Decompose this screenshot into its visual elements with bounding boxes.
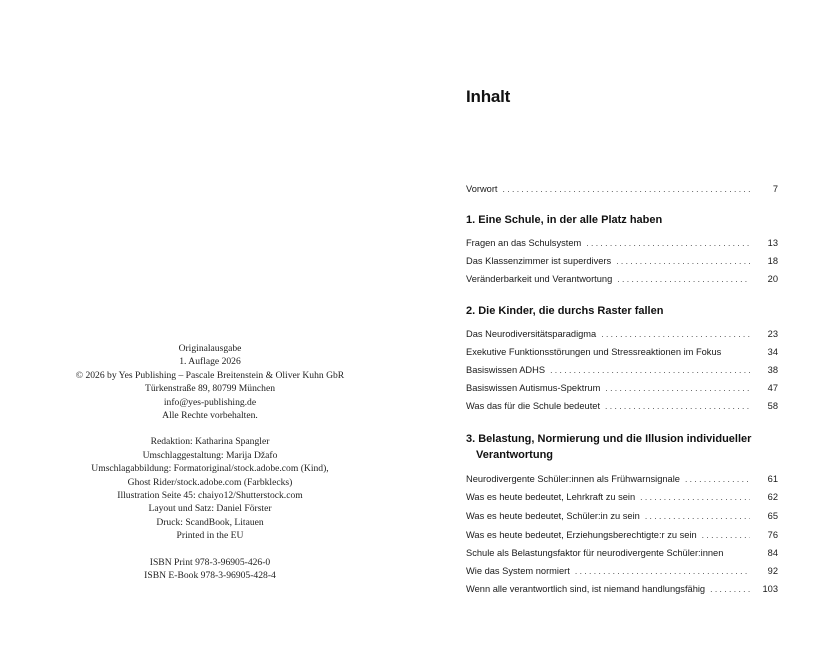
leader-dots bbox=[550, 364, 750, 377]
toc-section-heading[interactable] bbox=[466, 431, 778, 463]
credit-line: Layout und Satz: Daniel Förster bbox=[148, 503, 272, 515]
toc-page-number: 103 bbox=[762, 584, 778, 594]
toc-entry[interactable] bbox=[466, 547, 778, 560]
leader-dots bbox=[586, 237, 750, 250]
toc-section-heading[interactable] bbox=[466, 212, 778, 228]
spacer bbox=[40, 422, 380, 435]
toc-entry-label: Das Klassenzimmer ist superdivers bbox=[466, 256, 612, 266]
toc-page-number: 61 bbox=[767, 474, 778, 484]
section-title-text: 3. Belastung, Normierung und die Illusion individueller bbox=[466, 433, 752, 445]
toc-page-number: 34 bbox=[767, 347, 778, 357]
imprint-line: Türkenstraße 89, 80799 München bbox=[144, 383, 276, 395]
toc-page-number: 58 bbox=[767, 401, 778, 411]
leader-dots bbox=[601, 328, 750, 341]
imprint-line: info@yes-publishing.de bbox=[163, 396, 257, 408]
toc-page-number: 18 bbox=[767, 256, 778, 266]
toc-entry[interactable] bbox=[466, 255, 778, 268]
toc-entry-label: Veränderbarkeit und Verantwortung bbox=[466, 274, 613, 284]
credit-line: Redaktion: Katharina Spangler bbox=[150, 436, 270, 448]
toc-entry[interactable] bbox=[466, 565, 778, 578]
imprint-line: Alle Rechte vorbehalten. bbox=[162, 410, 258, 422]
leader-dots bbox=[616, 255, 750, 268]
credit-line: Ghost Rider/stock.adobe.com (Farbklecks) bbox=[127, 476, 293, 488]
toc-entry[interactable] bbox=[466, 237, 778, 250]
imprint-line: Originalausgabe bbox=[178, 343, 242, 354]
toc-entry-label: Basiswissen Autismus-Spektrum bbox=[466, 383, 601, 393]
toc-page-number: 62 bbox=[767, 492, 778, 502]
toc-entry-label: Was es heute bedeutet, Erziehungsberechtigte:r zu sein bbox=[466, 530, 697, 540]
toc-entry[interactable] bbox=[466, 328, 778, 341]
leader-dots bbox=[503, 183, 750, 196]
toc-entry[interactable] bbox=[466, 400, 778, 413]
toc-entry-label: Das Neurodiversitätsparadigma bbox=[466, 329, 597, 339]
toc-entry-preface[interactable] bbox=[466, 183, 778, 196]
leader-dots bbox=[640, 491, 750, 504]
imprint-line: © 2026 by Yes Publishing – Pascale Breitenstein & Oliver Kuhn GbR bbox=[75, 369, 345, 381]
toc-entry-label: Was es heute bedeutet, Lehrkraft zu sein bbox=[466, 492, 636, 502]
toc-page-number: 84 bbox=[767, 548, 778, 558]
toc-page-number: 38 bbox=[767, 365, 778, 375]
toc-entry-label: Schule als Belastungsfaktor für neurodivergente Schüler:innen bbox=[466, 548, 724, 558]
leader-dots bbox=[702, 529, 750, 542]
credit-line: Druck: ScandBook, Litauen bbox=[156, 516, 264, 528]
toc-entry[interactable] bbox=[466, 473, 778, 486]
toc-entry[interactable] bbox=[466, 364, 778, 377]
table-of-contents bbox=[466, 0, 778, 648]
toc-entry[interactable] bbox=[466, 346, 778, 359]
imprint-line: 1. Auflage 2026 bbox=[179, 356, 241, 368]
toc-entry[interactable] bbox=[466, 510, 778, 523]
toc-entry-label: Neurodivergente Schüler:innen als Frühwarnsignale bbox=[466, 474, 680, 484]
toc-entry[interactable] bbox=[466, 382, 778, 395]
toc-entry-label: Wie das System normiert bbox=[466, 566, 570, 576]
leader-dots bbox=[685, 473, 750, 486]
toc-page-number: 76 bbox=[767, 530, 778, 540]
toc-entry-label: Was das für die Schule bedeutet bbox=[466, 401, 601, 411]
toc-page-number: 47 bbox=[767, 383, 778, 393]
toc-title: Inhalt bbox=[466, 87, 511, 106]
credit-line: Umschlagabbildung: Formatoriginal/stock.adobe.com (Kind), bbox=[91, 463, 329, 475]
toc-page-number: 20 bbox=[767, 274, 778, 284]
toc-page-number: 13 bbox=[767, 238, 778, 248]
toc-page-number: 23 bbox=[767, 329, 778, 339]
isbn-line: ISBN E-Book 978-3-96905-428-4 bbox=[144, 570, 276, 582]
leader-dots bbox=[605, 400, 750, 413]
leader-dots bbox=[645, 510, 750, 523]
section-title-text: 1. Eine Schule, in der alle Platz haben bbox=[466, 214, 663, 226]
toc-entry[interactable] bbox=[466, 491, 778, 504]
toc-entry-label: Fragen an das Schulsystem bbox=[466, 238, 582, 248]
leader-dots bbox=[575, 565, 750, 578]
leader-dots bbox=[710, 583, 750, 596]
section-title-text: 2. Die Kinder, die durchs Raster fallen bbox=[466, 305, 664, 317]
spacer bbox=[40, 543, 380, 556]
toc-entry-label: Was es heute bedeutet, Schüler:in zu sein bbox=[466, 511, 640, 521]
toc-entry[interactable] bbox=[466, 583, 778, 596]
toc-entry-label: Vorwort bbox=[466, 184, 498, 194]
toc-entry-label: Basiswissen ADHS bbox=[466, 365, 546, 375]
imprint-block bbox=[40, 342, 380, 583]
toc-entry-label: Exekutive Funktionsstörungen und Stressreaktionen im Fokus bbox=[466, 347, 722, 357]
credit-line: Umschlaggestaltung: Marija Džafo bbox=[142, 449, 278, 461]
toc-entry-label: Wenn alle verantwortlich sind, ist niemand handlungsfähig bbox=[466, 584, 706, 594]
toc-page-number: 7 bbox=[772, 184, 778, 194]
section-title-continuation: Verantwortung bbox=[476, 449, 554, 461]
leader-dots bbox=[617, 273, 750, 286]
toc-entry[interactable] bbox=[466, 529, 778, 542]
toc-entry[interactable] bbox=[466, 273, 778, 286]
toc-page-number: 92 bbox=[767, 566, 778, 576]
credit-line: Printed in the EU bbox=[176, 530, 244, 542]
credit-line: Illustration Seite 45: chaiyo12/Shutterstock.com bbox=[117, 490, 303, 502]
isbn-line: ISBN Print 978-3-96905-426-0 bbox=[149, 556, 271, 568]
toc-page-number: 65 bbox=[767, 511, 778, 521]
leader-dots bbox=[605, 382, 750, 395]
toc-section-heading[interactable] bbox=[466, 303, 778, 319]
